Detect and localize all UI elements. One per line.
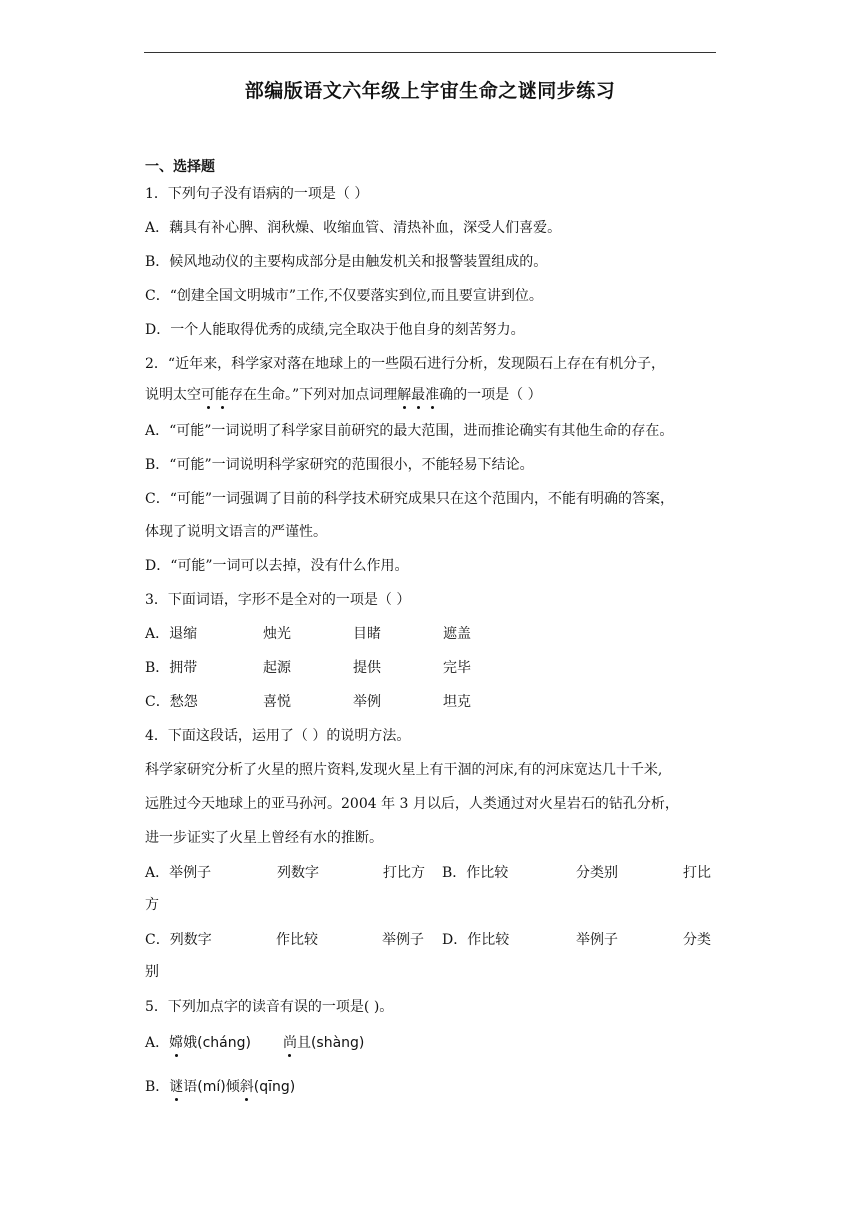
word: 目睹	[353, 626, 381, 642]
option-text: 分类别	[576, 865, 618, 881]
word: 坦克	[443, 694, 471, 710]
question-1-option-d: D．一个人能取得优秀的成绩,完全取决于他自身的刻苦努力。	[145, 322, 525, 338]
question-1-option-b: B．候风地动仪的主要构成部分是由触发机关和报警装置组成的。	[145, 254, 548, 270]
option-text: D．作比较	[442, 932, 510, 948]
word: 完毕	[443, 660, 471, 676]
pinyin: (shàng)	[310, 1035, 365, 1051]
question-4-passage-line: 科学家研究分析了火星的照片资料,发现火星上有干涸的河床,有的河床宽达几十千米,	[145, 762, 663, 778]
option-text: A．举例子	[145, 865, 212, 881]
word-text: 倾	[225, 1079, 240, 1095]
pinyin: (qīng)	[253, 1079, 296, 1095]
word-text: 语	[183, 1079, 198, 1095]
question-4-options-cd-wrap: 别	[145, 964, 159, 980]
question-2-option-b: B．“可能”一词说明科学家研究的范围很小，不能轻易下结论。	[145, 457, 534, 473]
question-2-stem-line1: 2．“近年来，科学家对落在地球上的一些陨石进行分析，发现陨石上存在有机分子，	[145, 356, 666, 372]
pinyin: (mí)	[197, 1079, 226, 1095]
question-2-stem-line2	[145, 385, 542, 405]
question-5-option-a	[145, 1033, 364, 1053]
emphasis-char: 斜	[239, 1079, 254, 1095]
emphasis-char: 最	[411, 387, 426, 403]
question-5-option-b	[145, 1077, 295, 1097]
header-rule	[144, 52, 716, 53]
emphasis-char: 解	[397, 387, 412, 403]
question-2-option-d: D．“可能”一词可以去掉，没有什么作用。	[145, 558, 409, 574]
question-4-passage-line: 进一步证实了火星上曾经有水的推断。	[145, 830, 383, 846]
word: 喜悦	[263, 694, 291, 710]
option-text: B．作比较	[442, 865, 509, 881]
question-1-option-c: C．“创建全国文明城市”工作,不仅要落实到位,而且要宣讲到位。	[145, 288, 543, 304]
option-text: 作比较	[276, 932, 318, 948]
page-title: 部编版语文六年级上宇宙生命之谜同步练习	[244, 80, 616, 102]
question-3-stem: 3．下面词语，字形不是全对的一项是（ ）	[145, 592, 411, 608]
word: B．拥带	[145, 660, 198, 676]
question-4-options-ab	[145, 862, 717, 882]
question-4-options-ab-wrap: 方	[145, 897, 159, 913]
question-2-option-a: A．“可能”一词说明了科学家目前研究的最大范围，进而推论确实有其他生命的存在。	[145, 423, 674, 439]
question-2-option-c-cont: 体现了说明文语言的严谨性。	[145, 524, 327, 540]
word: 提供	[353, 660, 381, 676]
emphasis-char: 能	[215, 387, 229, 403]
question-5-stem: 5．下列加点字的读音有误的一项是( )。	[145, 999, 394, 1015]
question-1-stem: 1．下列句子没有语病的一项是（ ）	[145, 186, 369, 202]
option-text: 分类	[683, 932, 711, 948]
word: C．愁怨	[145, 694, 198, 710]
question-1-option-a: A．藕具有补心脾、润秋燥、收缩血管、清热补血，深受人们喜爱。	[145, 220, 562, 236]
question-4-options-cd	[145, 929, 717, 949]
option-text: 举例子	[382, 932, 424, 948]
word: 烛光	[263, 626, 291, 642]
stem-text: 确的一项是（ ）	[439, 387, 542, 403]
option-text: 打比方	[383, 865, 425, 881]
word: 起源	[263, 660, 291, 676]
word: A．退缩	[145, 626, 198, 642]
word: 遮盖	[443, 626, 471, 642]
question-2-option-c: C．“可能”一词强调了目前的科学技术研究成果只在这个范围内，不能有明确的答案，	[145, 491, 675, 507]
option-text: 举例子	[576, 932, 618, 948]
emphasis-char: 准	[425, 387, 440, 403]
option-text: C．列数字	[145, 932, 212, 948]
section-heading-choice: 一、选择题	[145, 159, 215, 175]
option-label: B．	[145, 1079, 170, 1095]
emphasis-char: 尚	[282, 1035, 297, 1051]
word-text: 娥	[183, 1035, 198, 1051]
stem-text: 说明太空	[145, 387, 201, 403]
emphasis-char: 谜	[169, 1079, 184, 1095]
option-text: 打比	[683, 865, 711, 881]
option-text: 列数字	[277, 865, 319, 881]
option-label: A．	[145, 1035, 170, 1051]
question-4-passage-line: 远胜过今天地球上的亚马孙河。2004 年 3 月以后，人类通过对火星岩石的钻孔分析，	[145, 796, 679, 812]
question-4-stem: 4．下面这段话，运用了（ ）的说明方法。	[145, 728, 411, 744]
pinyin: (cháng)	[197, 1035, 251, 1051]
emphasis-char: 嫦	[169, 1035, 184, 1051]
emphasis-char: 可	[201, 387, 215, 403]
word: 举例	[353, 694, 381, 710]
word-text: 且	[296, 1035, 311, 1051]
stem-text: 存在生命。”下列对加点词理	[229, 387, 398, 403]
